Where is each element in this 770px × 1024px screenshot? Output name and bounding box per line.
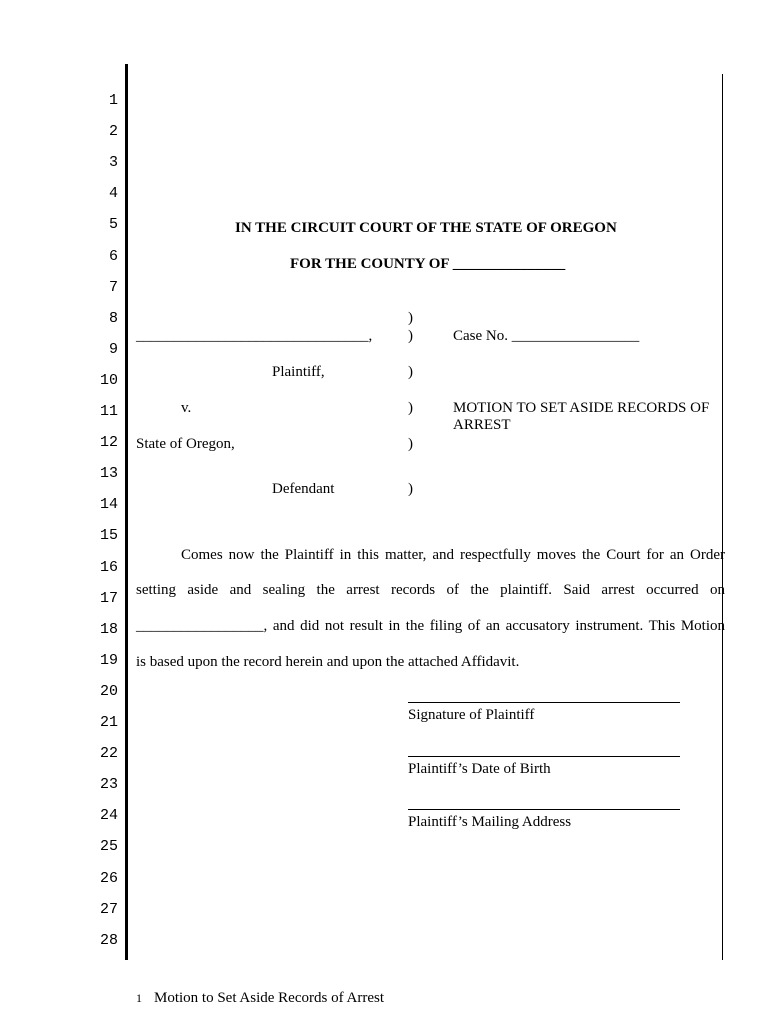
- line-number: 24: [99, 807, 118, 825]
- motion-title-line2: ARREST: [453, 417, 511, 433]
- versus-label: v.: [181, 400, 192, 416]
- left-margin-rule: [125, 64, 128, 960]
- defendant-name: State of Oregon,: [136, 436, 235, 452]
- line-number: 22: [99, 745, 118, 763]
- body-line-1: Comes now the Plaintiff in this matter, and respectfully moves the Court for an Order: [181, 547, 725, 563]
- line-number: 4: [108, 185, 118, 203]
- county-line: FOR THE COUNTY OF _______________: [290, 256, 566, 272]
- caption-paren: ): [408, 364, 413, 380]
- line-number: 28: [99, 931, 118, 949]
- line-number: 2: [108, 123, 118, 141]
- footer-page-number: 1: [136, 991, 142, 1005]
- line-number: 16: [99, 558, 118, 576]
- line-number: 25: [99, 838, 118, 856]
- plaintiff-label: Plaintiff,: [272, 364, 325, 380]
- address-line: [408, 809, 680, 810]
- line-number: 8: [108, 309, 118, 327]
- line-number: 14: [99, 496, 118, 514]
- plaintiff-name-blank: _______________________________,: [136, 328, 373, 344]
- line-number: 17: [99, 589, 118, 607]
- line-number: 11: [99, 403, 118, 420]
- right-margin-rule: [722, 74, 723, 960]
- dob-label: Plaintiff’s Date of Birth: [408, 761, 551, 777]
- line-number: 15: [99, 527, 118, 545]
- dob-line: [408, 756, 680, 757]
- line-number: 10: [99, 371, 118, 389]
- line-number: 12: [99, 434, 118, 452]
- line-number: 7: [108, 278, 118, 296]
- line-number: 19: [99, 651, 118, 669]
- page-footer: [136, 989, 384, 1007]
- line-number: 21: [99, 714, 118, 731]
- caption-paren: ): [408, 328, 413, 344]
- line-number: 1: [108, 92, 118, 109]
- line-number: 18: [99, 620, 118, 638]
- body-line-2: setting aside and sealing the arrest records of the plaintiff. Said arrest occurred on: [136, 582, 725, 598]
- caption-paren: ): [408, 436, 413, 452]
- caption-paren: ): [408, 481, 413, 497]
- court-title: IN THE CIRCUIT COURT OF THE STATE OF OREGON: [235, 220, 617, 236]
- footer-title: Motion to Set Aside Records of Arrest: [154, 990, 384, 1006]
- motion-title-line1: MOTION TO SET ASIDE RECORDS OF: [453, 400, 710, 416]
- signature-label: Signature of Plaintiff: [408, 707, 535, 723]
- body-line-4: is based upon the record herein and upon the attached Affidavit.: [136, 654, 520, 670]
- case-number: Case No. _________________: [453, 328, 640, 344]
- line-number: 27: [99, 900, 118, 918]
- line-number: 6: [108, 247, 118, 265]
- defendant-label: Defendant: [272, 481, 335, 497]
- caption-paren: ): [408, 310, 413, 326]
- caption-paren: ): [408, 400, 413, 416]
- line-number: 3: [108, 154, 118, 172]
- line-number: 20: [99, 682, 118, 700]
- line-number: 26: [99, 869, 118, 887]
- line-number: 9: [108, 340, 118, 358]
- line-number: 23: [99, 776, 118, 794]
- line-number: 5: [108, 216, 118, 234]
- address-label: Plaintiff’s Mailing Address: [408, 814, 572, 830]
- line-number: 13: [99, 465, 118, 483]
- signature-line: [408, 702, 680, 703]
- body-line-3: _________________, and did not result in the filing of an accusatory instrument. This Motion: [136, 618, 725, 634]
